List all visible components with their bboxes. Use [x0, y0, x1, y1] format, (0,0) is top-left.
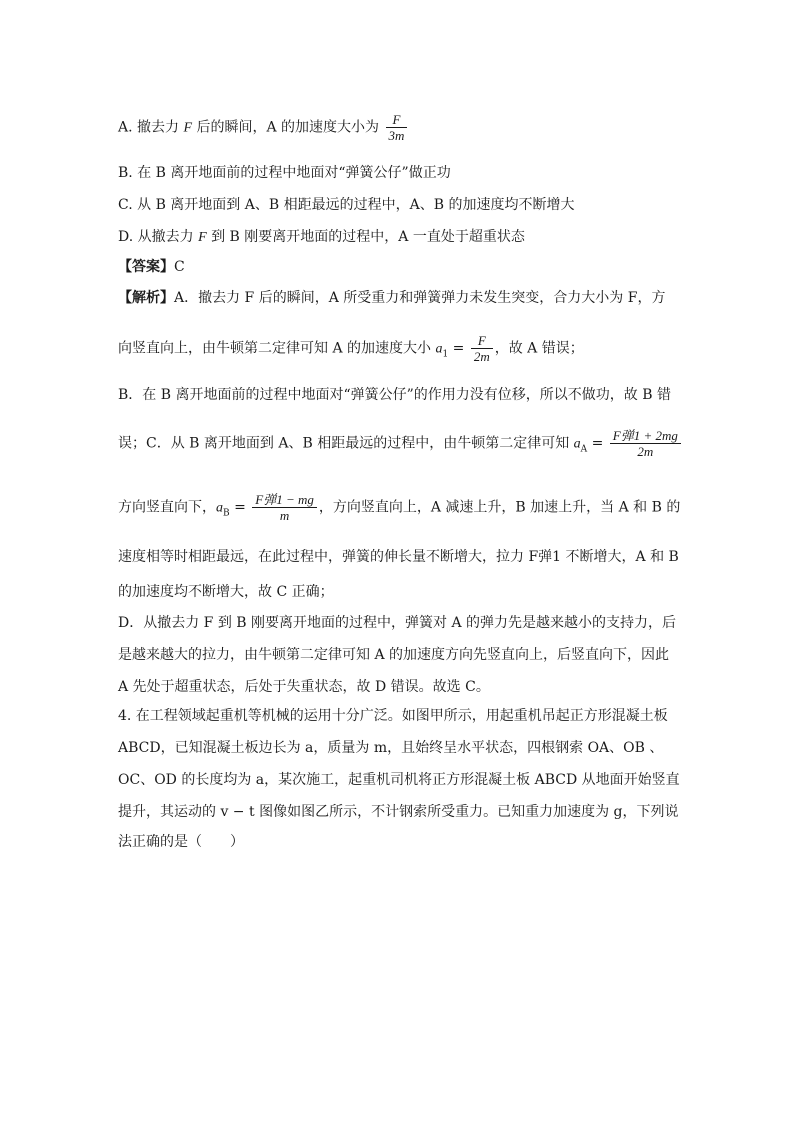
answer-tag: 【答案】: [118, 259, 174, 275]
analysis-line-7: 的加速度均不断增大，故 C 正确；: [118, 584, 334, 600]
accel-aB-denominator: m: [252, 507, 317, 523]
answer-value: C: [174, 259, 185, 275]
option-a-force-symbol: F: [183, 120, 193, 136]
option-d: [118, 227, 525, 248]
analysis-line-1: [118, 288, 665, 308]
accel-a1-fraction: [471, 333, 493, 364]
analysis-line-4: [118, 428, 683, 459]
option-a-prefix: A. 撤去力: [118, 119, 184, 136]
accel-aB-numerator: F弹1 − mg: [255, 492, 314, 507]
answer-line: [118, 257, 185, 277]
accel-a1-denominator: 2m: [471, 348, 493, 364]
question-4-line-1: 4. 在工程领域起重机等机械的运用十分广泛。如图甲所示，用起重机吊起正方形混凝土板: [118, 708, 668, 724]
option-b: B. 在 B 离开地面前的过程中地面对“弹簧公仔”做正功: [118, 165, 451, 181]
accel-aB-symbol: a: [216, 500, 223, 516]
option-c: C. 从 B 离开地面到 A、B 相距最远的过程中，A、B 的加速度均不断增大: [118, 197, 575, 213]
accel-a1-numerator: F: [477, 333, 486, 348]
question-4-line-5: 法正确的是（ ）: [118, 834, 244, 850]
question-4-line-2: ABCD，已知混凝土板边长为 a，质量为 m，且始终呈水平状态，四根钢索 OA、OB 、: [118, 740, 664, 756]
option-d-prefix: D. 从撤去力: [118, 229, 199, 245]
analysis-l4-prefix: 误；C．从 B 离开地面到 A、B 相距最远的过程中，由牛顿第二定律可知: [118, 435, 574, 452]
accel-a1-symbol: a: [435, 341, 443, 357]
question-4-line-3: OC、OD 的长度均为 a，某次施工，起重机司机将正方形混凝土板 ABCD 从地面开始竖直: [118, 772, 680, 788]
accel-aA-subscript: A: [580, 444, 588, 455]
accel-aA-numerator: F弹1 + 2mg: [612, 428, 678, 443]
analysis-line-5: [118, 492, 680, 523]
analysis-text-1: A．撤去力 F 后的瞬间，A 所受重力和弹簧弹力未发生突变，合力大小为 F，方: [174, 290, 666, 306]
equals-sign: =: [448, 340, 469, 357]
analysis-line-6: 速度相等时相距最远，在此过程中，弹簧的伸长量不断增大，拉力 F弹1 不断增大，A 和 B: [118, 549, 679, 565]
analysis-l5-prefix: 方向竖直向下，: [118, 499, 216, 516]
option-a-fraction: [386, 112, 408, 143]
accel-aA-symbol: a: [573, 436, 581, 452]
equals-sign: =: [229, 499, 251, 516]
accel-aB-subscript: B: [223, 508, 230, 519]
analysis-line-2: [118, 333, 584, 364]
question-4-line-4: 提升，其运动的 v − t 图像如图乙所示，不计钢索所受重力。已知重力加速度为 g，下列说: [118, 804, 679, 820]
option-d-force-symbol: F: [198, 230, 207, 245]
analysis-tag: 【解析】: [118, 290, 174, 306]
option-a-denominator: 3m: [386, 127, 408, 143]
option-d-suffix: 到 B 刚要离开地面的过程中，A 一直处于超重状态: [206, 229, 525, 245]
analysis-line-8: D．从撤去力 F 到 B 刚要离开地面的过程中，弹簧对 A 的弹力先是越来越小的支持力，后: [118, 615, 677, 631]
option-a-middle: 后的瞬间，A 的加速度大小为: [192, 119, 384, 136]
analysis-l2-suffix: ，故 A 错误；: [494, 340, 584, 357]
accel-aA-denominator: 2m: [610, 443, 681, 459]
accel-aB-fraction: [252, 492, 317, 523]
accel-a1-subscript: 1: [442, 349, 449, 360]
analysis-line-3: B．在 B 离开地面前的过程中地面对“弹簧公仔”的作用力没有位移，所以不做功，故 B 错: [118, 387, 671, 403]
equals-sign: =: [587, 435, 608, 452]
analysis-l2-prefix: 向竖直向上，由牛顿第二定律可知 A 的加速度大小: [118, 340, 436, 357]
option-a-numerator: F: [392, 112, 401, 127]
accel-aA-fraction: [610, 428, 681, 459]
analysis-line-10: A 先处于超重状态，后处于失重状态，故 D 错误。故选 C。: [118, 679, 490, 695]
option-a: [118, 112, 409, 143]
analysis-line-9: 是越来越大的拉力，由牛顿第二定律可知 A 的加速度方向先竖直向上，后竖直向下，因此: [118, 647, 670, 663]
analysis-l5-suffix: ，方向竖直向上，A 减速上升，B 加速上升，当 A 和 B 的: [318, 499, 681, 516]
